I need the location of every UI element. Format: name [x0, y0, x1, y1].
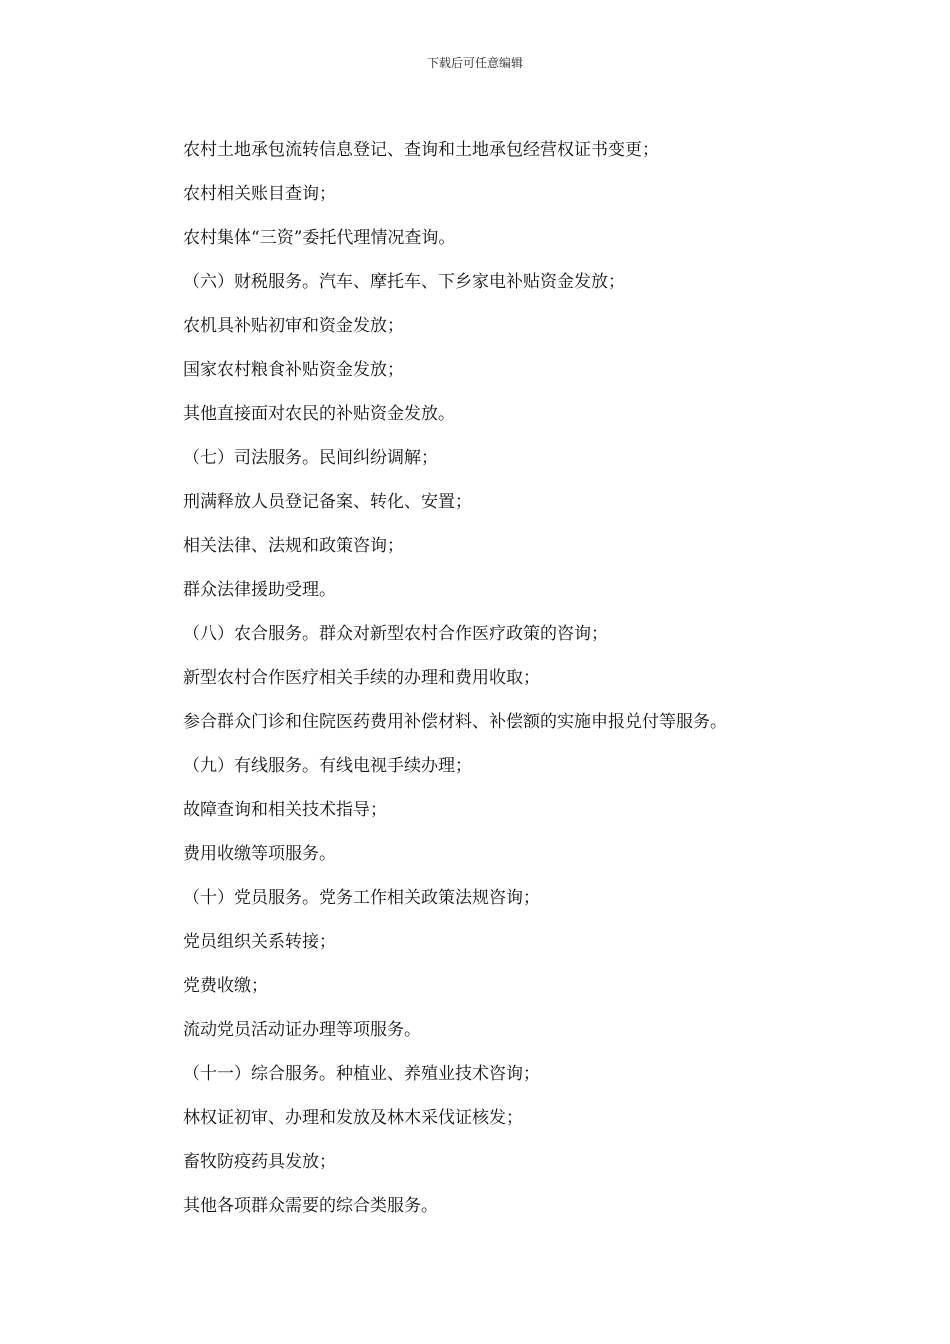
text-line: 参合群众门诊和住院医药费用补偿材料、补偿额的实施申报兑付等服务。	[183, 712, 727, 732]
section-heading-line: （九）有线服务。有线电视手续办理；	[183, 756, 472, 776]
text-line: 相关法律、法规和政策咨询；	[183, 536, 404, 556]
text-line: 农村相关账目查询；	[183, 184, 336, 204]
page-header: 下载后可任意编辑	[426, 56, 523, 70]
section-heading-line: （十）党员服务。党务工作相关政策法规咨询；	[183, 888, 540, 908]
text-line: 农机具补贴初审和资金发放；	[183, 316, 404, 336]
section-heading-line: （六）财税服务。汽车、摩托车、下乡家电补贴资金发放；	[183, 272, 625, 292]
text-line: 流动党员活动证办理等项服务。	[183, 1020, 421, 1040]
text-line: 国家农村粮食补贴资金发放；	[183, 360, 404, 380]
text-line: 党员组织关系转接；	[183, 932, 336, 952]
text-line: 林权证初审、办理和发放及林木采伐证核发；	[183, 1108, 523, 1128]
document-body	[183, 128, 883, 1228]
text-line: 新型农村合作医疗相关手续的办理和费用收取；	[183, 668, 540, 688]
section-heading-line: （十一）综合服务。种植业、养殖业技术咨询；	[183, 1064, 540, 1084]
text-line: 群众法律援助受理。	[183, 580, 336, 600]
text-line: 刑满释放人员登记备案、转化、安置；	[183, 492, 472, 512]
section-heading-line: （七）司法服务。民间纠纷调解；	[183, 448, 438, 468]
text-line: 农村集体“三资”委托代理情况查询。	[183, 228, 456, 248]
text-line: 故障查询和相关技术指导；	[183, 800, 387, 820]
text-line: 党费收缴；	[183, 976, 268, 996]
section-heading-line: （八）农合服务。群众对新型农村合作医疗政策的咨询；	[183, 624, 608, 644]
text-line: 畜牧防疫药具发放；	[183, 1152, 336, 1172]
text-line: 其他各项群众需要的综合类服务。	[183, 1196, 438, 1216]
text-line: 费用收缴等项服务。	[183, 844, 336, 864]
text-line: 农村土地承包流转信息登记、查询和土地承包经营权证书变更；	[183, 140, 659, 160]
text-line: 其他直接面对农民的补贴资金发放。	[183, 404, 455, 424]
